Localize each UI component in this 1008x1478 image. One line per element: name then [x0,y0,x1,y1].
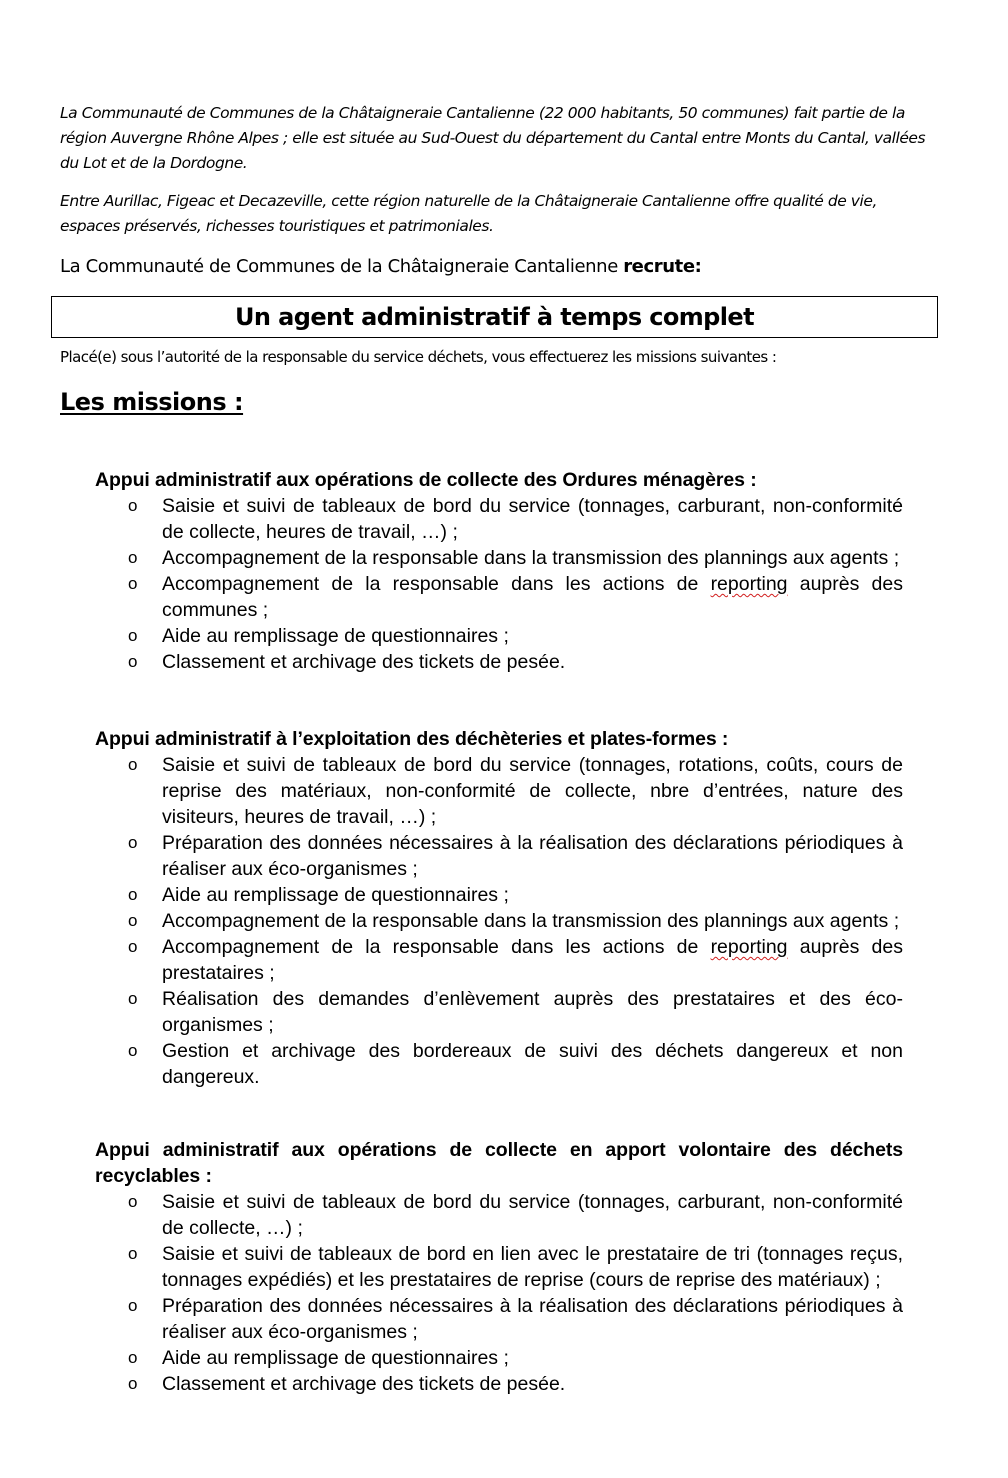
mission-item [95,1038,903,1090]
recruitment-text: La Communauté de Communes de la Châtaigneraie Cantalienne [60,256,624,277]
mission-item-text: Gestion et archivage des bordereaux de suivi des déchets dangereux et non dangereux. [162,1040,903,1088]
mission-item-text: Saisie et suivi de tableaux de bord en lien avec le prestataire de tri (tonnages reçus, tonnages expédiés) et les prestataires de reprise (cours de reprise des matériaux) ; [162,1243,903,1291]
mission-item [95,752,903,830]
bullet-marker: o [128,755,138,774]
mission-item-text: Accompagnement de la responsable dans les actions de reporting auprès des prestataires ; [162,936,903,984]
mission-section [95,726,903,1090]
mission-item-text: Saisie et suivi de tableaux de bord du service (tonnages, carburant, non-conformité de collecte, heures de travail, …) ; [162,495,903,543]
bullet-marker: o [128,989,138,1008]
intro-paragraph-2: Entre Aurillac, Figeac et Decazeville, cette région naturelle de la Châtaigneraie Cantalienne offre qualité de vie, espaces préservés, richesses touristiques et patrimoniales. [60,192,877,235]
section-title: Appui administratif aux opérations de collecte en apport volontaire des déchets recyclables : [95,1139,903,1187]
section-title: Appui administratif à l’exploitation des déchèteries et plates-formes : [95,728,729,750]
bullet-marker: o [128,1192,138,1211]
mission-item-text: Aide au remplissage de questionnaires ; [162,884,509,906]
bullet-marker: o [128,626,138,645]
mission-item-text: Classement et archivage des tickets de pesée. [162,1373,566,1395]
mission-item [95,1345,903,1371]
mission-item-text: Préparation des données nécessaires à la réalisation des déclarations périodiques à réaliser aux éco-organismes ; [162,832,903,880]
mission-item-text: Accompagnement de la responsable dans la transmission des plannings aux agents ; [162,910,900,932]
mission-item-text: Accompagnement de la responsable dans les actions de reporting auprès des communes ; [162,573,903,621]
missions-heading: Les missions : [60,388,244,416]
bullet-marker: o [128,1348,138,1367]
mission-item [95,882,903,908]
bullet-marker: o [128,937,138,956]
mission-item [95,1189,903,1241]
bullet-marker: o [128,885,138,904]
mission-item [95,649,903,675]
mission-item [95,493,903,545]
mission-section [95,1137,903,1397]
section-title: Appui administratif aux opérations de collecte des Ordures ménagères : [95,469,757,491]
mission-item [95,545,903,571]
bullet-marker: o [128,652,138,671]
mission-item [95,908,903,934]
placement-statement: Placé(e) sous l’autorité de la responsable du service déchets, vous effectuerez les missions suivantes : [60,348,777,366]
mission-item [95,986,903,1038]
mission-item-text: Accompagnement de la responsable dans la transmission des plannings aux agents ; [162,547,900,569]
bullet-marker: o [128,1374,138,1393]
bullet-marker: o [128,833,138,852]
recruitment-line [60,254,940,280]
mission-item-text: Réalisation des demandes d’enlèvement auprès des prestataires et des éco-organismes ; [162,988,903,1036]
bullet-marker: o [128,1041,138,1060]
mission-item-text: Aide au remplissage de questionnaires ; [162,625,509,647]
mission-section [95,467,903,675]
mission-item-text: Classement et archivage des tickets de pesée. [162,651,566,673]
bullet-marker: o [128,911,138,930]
mission-item [95,623,903,649]
intro-paragraph-1: La Communauté de Communes de la Châtaigneraie Cantalienne (22 000 habitants, 50 communes) fait partie de la région Auvergne Rhône Alpes ; elle est située au Sud-Ouest du département du Cantal entre Monts du Cantal, vallées du Lot et de la Dordogne. [60,104,926,172]
mission-item [95,571,903,623]
bullet-marker: o [128,548,138,567]
job-title: Un agent administratif à temps complet [235,303,754,331]
bullet-marker: o [128,1244,138,1263]
spellcheck-marked-word: reporting [710,573,788,595]
bullet-marker: o [128,1296,138,1315]
mission-item-text: Saisie et suivi de tableaux de bord du service (tonnages, carburant, non-conformité de collecte, …) ; [162,1191,903,1239]
mission-list [95,1189,903,1397]
recruitment-bold: recrute: [623,256,702,277]
mission-item-text: Aide au remplissage de questionnaires ; [162,1347,509,1369]
mission-item-text: Saisie et suivi de tableaux de bord du service (tonnages, rotations, coûts, cours de reprise des matériaux, non-conformité de collecte, nbre d’entrées, nature des visiteurs, heures de travail, …) ; [162,754,903,828]
bullet-marker: o [128,574,138,593]
bullet-marker: o [128,496,138,515]
mission-item [95,1293,903,1345]
job-title-box [51,296,938,338]
mission-item-text: Préparation des données nécessaires à la réalisation des déclarations périodiques à réaliser aux éco-organismes ; [162,1295,903,1343]
mission-item [95,830,903,882]
mission-list [95,752,903,1090]
mission-item [95,934,903,986]
mission-item [95,1371,903,1397]
spellcheck-marked-word: reporting [710,936,788,958]
mission-list [95,493,903,675]
mission-item [95,1241,903,1293]
